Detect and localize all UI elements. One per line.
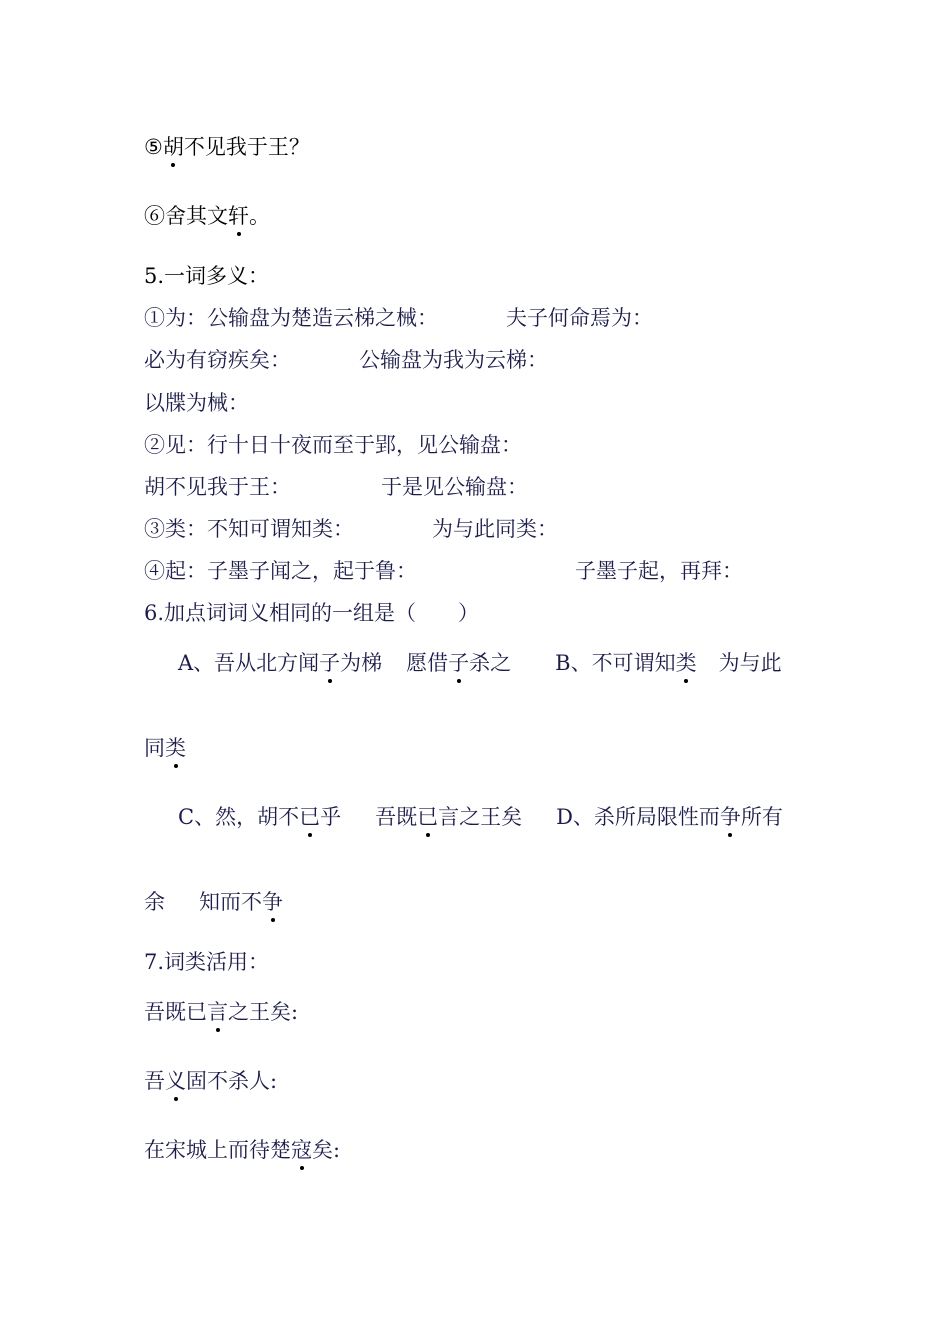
emphasis-char: 寇 — [291, 1138, 312, 1162]
q7-line-2-post: 固不杀人: — [186, 1069, 278, 1093]
q5-qi-line — [144, 558, 743, 584]
q6-option-b-cont — [144, 735, 186, 761]
q6-title: 6.加点词词义相同的一组是（ ） — [144, 601, 480, 625]
emphasis-char: 子 — [319, 651, 341, 675]
item-5-pre: ⑤ — [144, 135, 163, 159]
q7-line-3-pre: 在宋城上而待楚 — [144, 1138, 291, 1162]
q7-line-1 — [144, 999, 298, 1025]
jian-b: 胡不见我于王： — [144, 475, 291, 499]
wei-c: 必为有窃疾矣： — [144, 348, 291, 372]
option-a-text-3: 愿借 — [406, 651, 449, 675]
option-d-text-1: D、杀所局限性而 — [556, 805, 720, 829]
emphasis-char: 类 — [165, 736, 186, 760]
item-6-line — [144, 203, 270, 229]
q7-line-2 — [144, 1068, 277, 1094]
option-b-text-3: 同 — [144, 736, 165, 760]
option-a-text-2: 为梯 — [340, 651, 383, 675]
item-6-pre: ⑥舍其文 — [144, 204, 228, 228]
emphasis-char: 争 — [262, 890, 283, 914]
option-d-text-3: 余 — [144, 890, 165, 914]
wei-a: ①为：公输盘为楚造云梯之械： — [144, 306, 438, 330]
q5-wei-line-3: 以牒为械： — [144, 391, 249, 415]
emphasis-char: 争 — [719, 805, 741, 829]
lei-a: ③类：不知可谓知类： — [144, 517, 354, 541]
q5-wei-line-1 — [144, 305, 653, 331]
q5-jian-line-2 — [144, 474, 528, 500]
q6-option-ab — [178, 650, 782, 676]
option-c-text-4: 言之王矣 — [438, 805, 523, 829]
q5-lei-line — [144, 516, 558, 542]
option-b-text-2: 为与此 — [718, 651, 782, 675]
item-5-post: 不见我于王？ — [183, 135, 310, 159]
option-d-text-4: 知而不 — [199, 890, 262, 914]
q5-wei-line-2 — [144, 347, 548, 373]
option-b-text-1: B、不可谓知 — [555, 651, 676, 675]
qi-b: 子墨子起，再拜： — [575, 559, 743, 583]
emphasis-char: 义 — [165, 1069, 186, 1093]
emphasis-char: 子 — [448, 651, 470, 675]
item-6-post: 。 — [249, 204, 270, 228]
option-c-text-1: C、然，胡不 — [178, 805, 300, 829]
q7-title: 7.词类活用： — [144, 950, 270, 974]
q7-line-2-pre: 吾 — [144, 1069, 165, 1093]
q5-title: 5.一词多义： — [144, 264, 270, 288]
emphasis-char: 胡 — [162, 135, 184, 159]
q7-line-1-post: 之王矣: — [228, 1000, 299, 1024]
option-d-text-2: 所有 — [740, 805, 783, 829]
jian-c: 于是见公输盘： — [381, 475, 528, 499]
lei-b: 为与此同类： — [432, 517, 558, 541]
q6-option-cd — [178, 804, 783, 830]
q7-line-3 — [144, 1137, 340, 1163]
emphasis-char: 已 — [417, 805, 439, 829]
qi-a: ④起：子墨子闻之，起于鲁： — [144, 559, 417, 583]
option-c-text-2: 乎 — [320, 805, 342, 829]
option-c-text-3: 吾既 — [375, 805, 418, 829]
q7-line-1-pre: 吾既已 — [144, 1000, 207, 1024]
emphasis-char: 类 — [675, 651, 697, 675]
emphasis-char: 轩 — [228, 204, 249, 228]
q6-option-d-cont — [144, 889, 283, 915]
q7-line-3-post: 矣: — [312, 1138, 341, 1162]
emphasis-char: 已 — [299, 805, 321, 829]
wei-d: 公输盘为我为云梯： — [359, 348, 548, 372]
q5-jian-line-1: ②见：行十日十夜而至于郢，见公输盘： — [144, 433, 522, 457]
option-a-text-4: 杀之 — [469, 651, 512, 675]
wei-b: 夫子何命焉为： — [506, 306, 653, 330]
option-a-text-1: A、吾从北方闻 — [178, 651, 320, 675]
item-5-line — [144, 134, 310, 160]
emphasis-char: 言 — [207, 1000, 228, 1024]
